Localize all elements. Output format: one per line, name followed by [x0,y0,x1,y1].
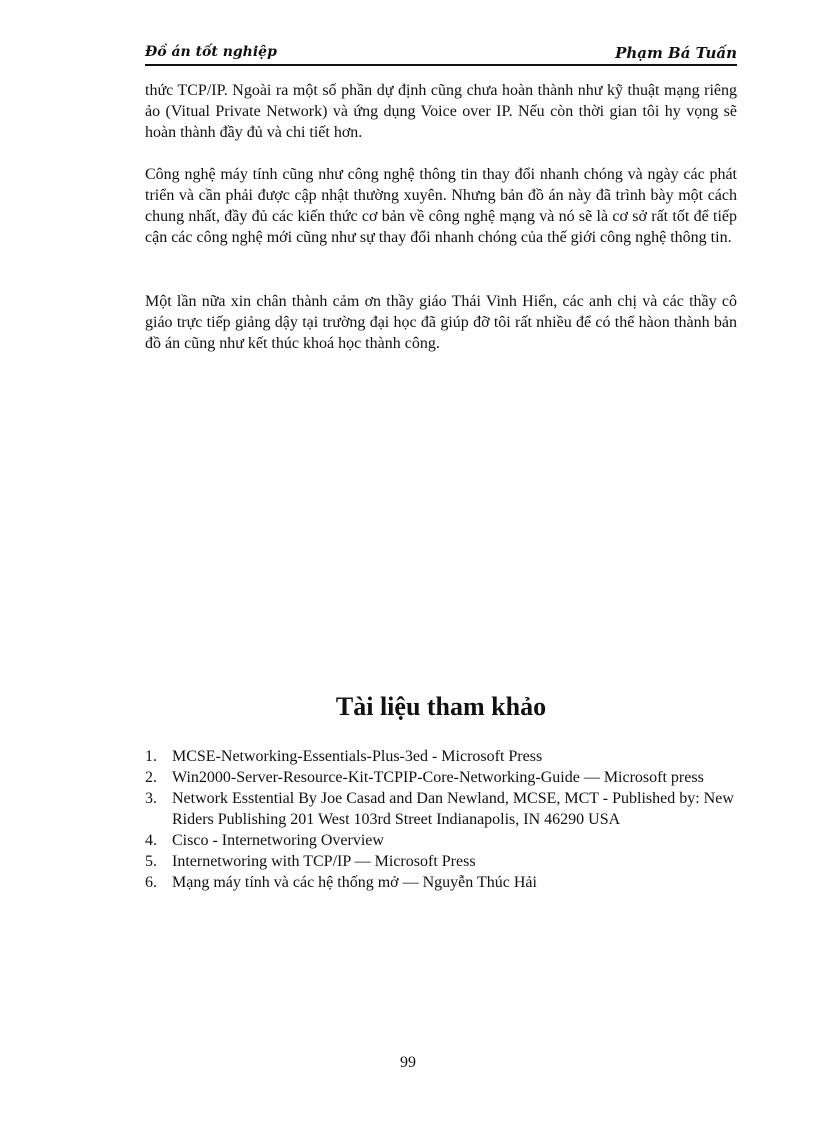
reference-item [145,767,745,788]
reference-number: 5. [145,853,157,870]
page-number: 99 [400,1054,416,1071]
reference-text: Mạng máy tính và các hệ thống mở — Nguyễn Thúc Hải [172,874,537,891]
body-paragraph-2: Công nghệ máy tính cũng như công nghệ thông tin thay đổi nhanh chóng và ngày các phát triển và cần phải được cập nhật thường xuyên. Nhưng bản đồ án này đã trình bày một cách chung nhất, đầy đủ các kiến thức cơ bản về công nghệ mạng và nó sẽ là cơ sở rất tốt để tiếp cận các công nghệ mới cũng như sự thay đổi nhanh chóng của thế giới công nghệ thông tin. [145,166,737,246]
header-document-title: Đồ án tốt nghiệp [145,44,277,60]
reference-item [145,788,745,830]
reference-item [145,746,745,767]
reference-number: 6. [145,874,157,891]
reference-text: Cisco - Internetworing Overview [172,832,384,849]
reference-item [145,851,745,872]
references-list [145,746,745,893]
reference-item [145,872,745,893]
reference-number: 4. [145,832,157,849]
reference-text: MCSE-Networking-Essentials-Plus-3ed - Microsoft Press [172,748,543,765]
reference-number: 2. [145,769,157,786]
header-author: Phạm Bá Tuấn [615,44,737,62]
header-divider [145,64,737,66]
body-paragraph-3: Một lần nữa xin chân thành cảm ơn thầy giáo Thái Vinh Hiển, các anh chị và các thầy cô giáo trực tiếp giảng dậy tại trường đại học đã giúp đỡ tôi rất nhiều để có thể hàon thành bản đồ án cũng như kết thúc khoá học thành công. [145,293,737,352]
page-header [145,44,737,64]
reference-item [145,830,745,851]
reference-text: Network Esstential By Joe Casad and Dan Newland, MCSE, MCT - Published by: New Riders Publishing 201 West 103rd Street Indianapolis, IN 46290 USA [172,790,734,828]
reference-text: Internetworing with TCP/IP — Microsoft Press [172,853,476,870]
reference-text: Win2000-Server-Resource-Kit-TCPIP-Core-Networking-Guide — Microsoft press [172,769,704,786]
body-paragraph-1: thức TCP/IP. Ngoài ra một số phần dự định cũng chưa hoàn thành như kỹ thuật mạng riêng ảo (Vitual Private Network) và ứng dụng Voice over IP. Nếu còn thời gian tôi hy vọng sẽ hoàn thành đầy đủ và chi tiết hơn. [145,82,737,141]
reference-number: 1. [145,748,157,765]
references-heading: Tài liệu tham khảo [335,692,547,721]
reference-number: 3. [145,790,157,807]
